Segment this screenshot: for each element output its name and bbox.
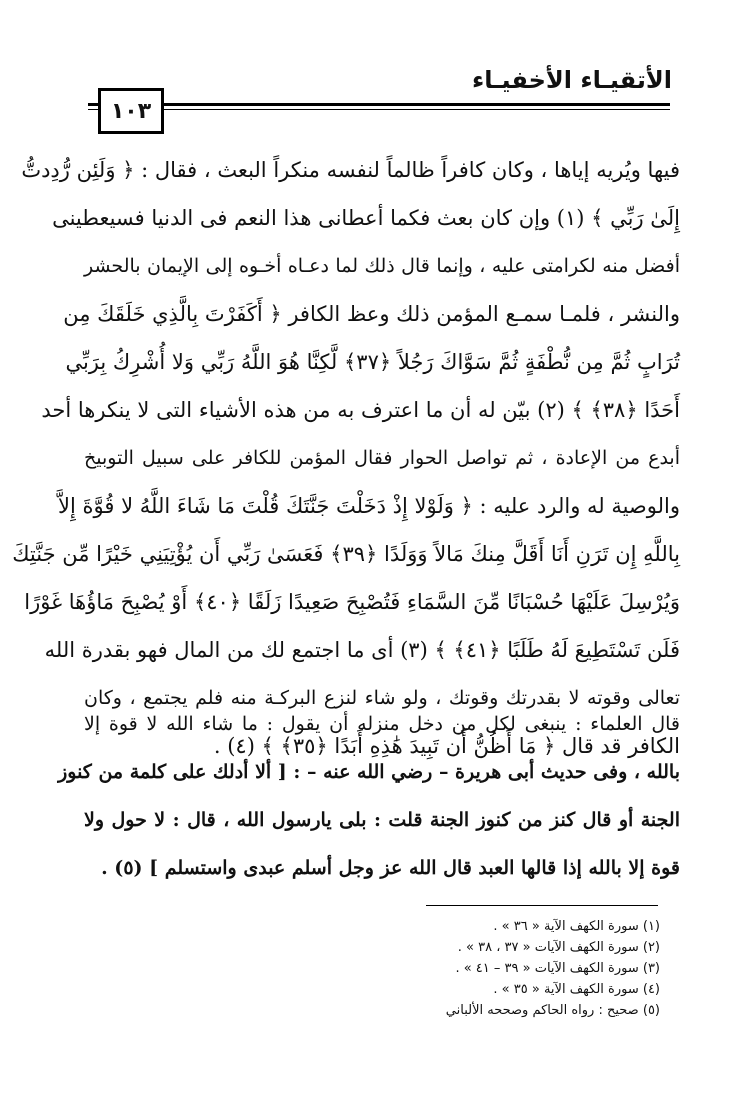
text-line: بِاللَّهِ إِن تَرَنِ أَنَا أَقَلَّ مِنكَ مَالاً وَوَلَدًا ﴿٣٩﴾ فَعَسَىٰ رَبِّي أَن يُؤْتِيَنِي خَيْرًا مِّن جَنَّتِكَ [12,542,680,566]
text-line: فيها ويُريه إياها ، وكان كافراً ظالماً لنفسه منكراً البعث ، فقال : ﴿ وَلَئِن رُّدِدتُّ [21,158,680,182]
text-line: تعالى وقوته لا بقدرتك وقوتك ، ولو شاء لنزع البركـة منه فلم يجتمع ، وكان [84,687,680,709]
text-line: والنشر ، فلمـا سمـع المؤمن ذلك وعظ الكافر ﴿ أَكَفَرْتَ بِالَّذِي خَلَقَكَ مِن [63,302,680,326]
paragraph-main [12,146,680,770]
text-line: أبدع من الإعادة ، ثم تواصل الحوار فقال المؤمن للكافر على سبيل التوبيخ [84,447,680,469]
footnote: (٣) سورة الكهف الآيات « ٣٩ – ٤١ » . [455,961,660,976]
page-number: ١٠٣ [110,98,152,124]
page-number-box [98,88,164,134]
footnotes [330,916,660,1021]
text-line: فَلَن تَسْتَطِيعَ لَهُ طَلَبًا ﴿٤١﴾ ﴾ (٣) أى ما اجتمع لك من المال فهو بقدرة الله [44,638,680,662]
text-line: الكافر قد قال ﴿ مَا أَظُنُّ أَن تَبِيدَ هَٰذِهِ أَبَدًا ﴿٣٥﴾ ﴾ (٤) . [213,734,680,758]
text-line: أفضل منه لكرامتى عليه ، وإنما قال ذلك لما دعـاه أخـوه إلى الإيمان بالحشر [84,255,680,277]
text-line: إِلَىٰ رَبِّي ﴾ (١) وإن كان بعث فكما أعطانى هذا النعم فى الدنيا فسيعطينى [52,206,680,230]
footnote-separator [426,905,658,906]
footnote: (٥) صحيح : رواه الحاكم وصححه الألباني [445,1003,660,1018]
header-rule-top [88,103,670,106]
text-line: الجنة أو قال كنز من كنوز الجنة قلت : بلى يارسول الله ، قال : لا حول ولا [84,809,680,831]
text-line: أَحَدًا ﴿٣٨﴾ ﴾ (٢) بيّن له أن ما اعترف به من هذه الأشياء التى لا ينكرها أحد [41,398,680,422]
text-line: والوصية له والرد عليه : ﴿ وَلَوْلا إِذْ دَخَلْتَ جَنَّتَكَ قُلْتَ مَا شَاءَ اللَّهُ لا قُوَّةَ إِلاَّ [58,494,680,518]
text-line: وَيُرْسِلَ عَلَيْهَا حُسْبَانًا مِّنَ السَّمَاءِ فَتُصْبِحَ صَعِيدًا زَلَقًا ﴿٤٠﴾ أَوْ يُصْبِحَ مَاؤُهَا غَوْرًا [24,590,680,614]
text-line: قال العلماء : ينبغى لكل من دخل منزله أن يقول : ما شاء الله لا قوة إلا [84,713,680,735]
footnote: (١) سورة الكهف الآية « ٣٦ » . [493,919,660,934]
footnote: (٢) سورة الكهف الآيات « ٣٧ ، ٣٨ » . [457,940,660,955]
text-line: بالله ، وفى حديث أبى هريرة – رضي الله عنه – : [ ألا أدلك على كلمة من كنوز [58,761,680,783]
text-line: تُرَابٍ ثُمَّ مِن نُّطْفَةٍ ثُمَّ سَوَّاكَ رَجُلاً ﴿٣٧﴾ لَّكِنَّا هُوَ اللَّهُ رَبِّي وَلا أُشْرِكُ بِرَبِّي [65,350,680,374]
text-line: قوة إلا بالله إذا قالها العبد قال الله عز وجل أسلم عبدى واستسلم ] (٥) . [101,857,680,879]
running-head-title: الأتقيـاء الأخفيـاء [472,66,672,94]
footnote: (٤) سورة الكهف الآية « ٣٥ » . [493,982,660,997]
header-rule-bottom [88,109,670,110]
paragraph-hadith [58,700,680,892]
